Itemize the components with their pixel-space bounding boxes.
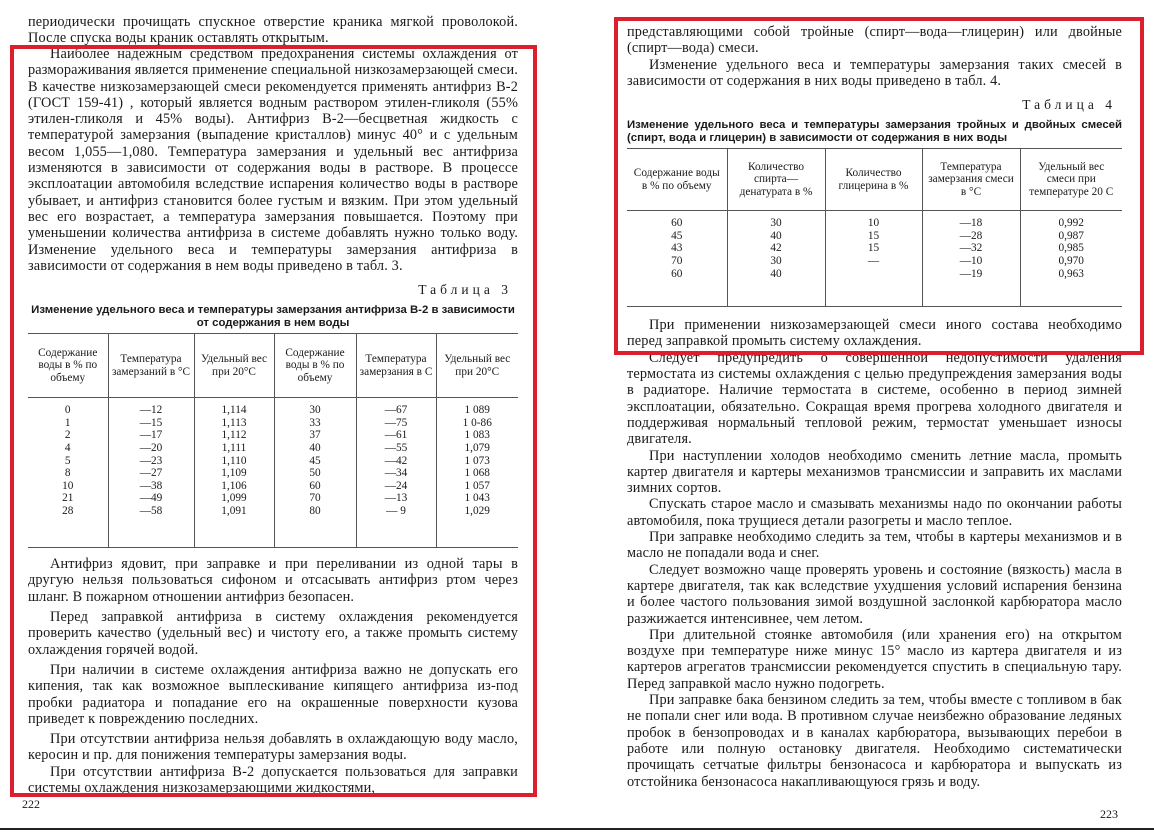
table-cell-value: 10 <box>867 217 880 230</box>
table-cell-value: 1,091 <box>221 504 247 517</box>
table-cell-value: 1,109 <box>221 467 247 480</box>
antifreeze-intro-paragraph: Наиболее надежным средством предохранения системы охлаждения от размораживания является применение специальной низкозамерзающей смеси. В качестве низкозамерзающей смеси рекомендуется применять антифриз В-2 (ГОСТ 159-41) , который является водным раствором этилен-гликоля (55% этилен-гликоля и 45% воды). Антифриз В-2—бесцветная жидкость с температурой замерзания (выпадение кристаллов) минус 40° и с удельным весом 1,055—1,080. Температура замерзания и удельный вес антифриза изменяются в зависимости от содержания воды в растворе. В процессе эксплоатации автомобиля вследствие испарения количество воды в растворе убывает, и антифриз становится более густым и вязким. При этом удельный вес его возрастает, а температура замерзания повышается. Поэтому при уменьшении количества антифриза в системе добавлять нужно только воду. Изменение удельного веса и температуры замерзания антифриза в зависимости от содержания в нем воды приведено в табл. 3. <box>28 46 518 274</box>
table-cell-value: —23 <box>139 454 163 467</box>
table-cell-value: 70 <box>309 492 321 505</box>
table-cell-value: 1,106 <box>221 479 247 492</box>
table-cell-value: 21 <box>62 492 74 505</box>
table-cell-value: 1 083 <box>464 429 490 442</box>
table-cell-value: 1 068 <box>464 467 490 480</box>
table3-header-row <box>28 334 518 398</box>
table4-title: Изменение удельного веса и температуры замерзания тройных и двойных смесей (спирт, вода и глицерин) в зависимости от содержания в них воды <box>627 119 1122 145</box>
table-cell-value: 50 <box>309 467 321 480</box>
antifreeze-check-paragraph: Перед заправкой антифриза в систему охлаждения рекомендуется проверить качество (удельный вес) и чистоту его, а также промыть систему охлаждения горячей водой. <box>28 609 518 658</box>
table-cell-value: 60 <box>671 267 683 280</box>
table-cell-value: —34 <box>384 467 408 480</box>
table4-header-cell: Удельный вес смеси при температуре 20 С <box>1020 149 1122 211</box>
table-cell-value: 30 <box>770 217 782 230</box>
table3-column <box>108 398 194 548</box>
table-cell-value: 33 <box>309 416 321 429</box>
other-mixture-paragraph: При применении низкозамерзающей смеси иного состава необходимо перед заправкой промыть систему охлаждения. <box>627 317 1122 350</box>
table3 <box>28 333 518 548</box>
table-cell-value: 8 <box>64 467 71 480</box>
page-bottom-rule <box>0 828 1154 830</box>
fuel-refill-paragraph: При заправке бака бензином следить за тем, чтобы вместе с топливом в бак не попали снег или вода. В противном случае неизбежно образование ледяных пробок в бензопроводах и в каналах карбюратора, вызывающих перебои в работе или полную остановку двигателя. Необходимо систематически прочищать сетчатые фильтры бензонасоса и карбюратора и выпускать из отстойника бензонасоса накапливающуюся грязь и воду. <box>627 692 1122 790</box>
table-cell-value: —27 <box>139 467 163 480</box>
table-cell-value: 1 089 <box>464 404 490 417</box>
table3-column <box>194 398 274 548</box>
table-cell-value: —58 <box>139 504 163 517</box>
table-cell-value: —55 <box>384 441 408 454</box>
table-cell-value: —13 <box>384 492 408 505</box>
carryover-paragraph: периодически прочищать спускное отверстие краника мягкой проволокой. После спуска воды краник оставлять открытым. <box>28 14 518 47</box>
table-cell-value: 45 <box>671 229 683 242</box>
table-cell-value: 1,113 <box>221 416 247 429</box>
table-cell-value: —17 <box>139 429 163 442</box>
table-cell-value: 4 <box>64 441 71 454</box>
mixtures-continuation-paragraph: представляющими собой тройные (спирт—вода—глицерин) или двойные (спирт—вода) смеси. <box>627 24 1122 57</box>
table-cell-value: 43 <box>671 242 683 255</box>
table-cell-value: 1 <box>64 416 71 429</box>
table-cell-value: 80 <box>309 504 321 517</box>
table3-header-cell: Температура замерзания в С <box>356 334 436 398</box>
table-cell-value: 15 <box>867 242 880 255</box>
table3-column <box>436 398 518 548</box>
table4-column <box>627 211 727 307</box>
table4-column <box>727 211 825 307</box>
table-cell-value: 0,963 <box>1058 267 1084 280</box>
table4-column <box>825 211 922 307</box>
page-number-right: 223 <box>1100 807 1118 821</box>
left-carryover-block <box>28 14 518 47</box>
table3-header-cell: Содержание воды в % по объему <box>274 334 356 398</box>
table-cell-value: 40 <box>770 229 782 242</box>
left-page <box>0 0 548 834</box>
table3-column <box>356 398 436 548</box>
antifreeze-poison-paragraph: Антифриз ядовит, при заправке и при переливании из одной тары в другую нельзя пользоваться сифоном и отсасывать антифриз ртом через шланг. В пожарном отношении антифриз безопасен. <box>28 556 518 605</box>
table-cell-value: — 9 <box>386 504 406 517</box>
table-cell-value: 1,110 <box>221 454 247 467</box>
long-parking-paragraph: При длительной стоянке автомобиля (или хранения его) на открытом воздухе при температуре ниже минус 15° масло из картера двигателя и из картеров агрегатов трансмиссии рекомендуется спустить в специальную тару. Перед заправкой масло нужно подогреть. <box>627 626 1122 692</box>
table3-header-cell: Содержание воды в % по объему <box>28 334 108 398</box>
winter-oil-paragraph: При наступлении холодов необходимо сменить летние масла, промыть картер двигателя и картеры механизмов трансмиссии и заправить их маслами зимних сортов. <box>627 447 1122 497</box>
table-cell-value: 1 0-86 <box>462 416 492 429</box>
table-cell-value: 1,079 <box>464 441 490 454</box>
table4-header-cell: Количество глицерина в % <box>825 149 922 211</box>
right-text-column <box>627 24 1122 790</box>
table-cell-value: —61 <box>384 429 408 442</box>
table4-number: Таблица 4 <box>1022 97 1116 113</box>
table-cell-value: —75 <box>384 416 408 429</box>
table-cell-value: —15 <box>139 416 163 429</box>
table-cell-value: 30 <box>309 404 321 417</box>
table3-header-cell: Удельный вес при 20°С <box>194 334 274 398</box>
table-cell-value: —28 <box>959 229 983 242</box>
table3-header-cell: Температура замерзаний в °С <box>108 334 194 398</box>
table-cell-value: 0,985 <box>1058 242 1084 255</box>
table-cell-value: 1,112 <box>221 429 247 442</box>
table3-number: Таблица 3 <box>418 282 512 298</box>
table-cell-value <box>829 268 919 281</box>
table-cell-value: 0,970 <box>1058 254 1084 267</box>
table-cell-value: 1 043 <box>464 492 490 505</box>
drain-oil-paragraph: Спускать старое масло и смазывать механизмы надо по окончании работы автомобиля, пока трущиеся детали разогреты и масло теплое. <box>627 496 1122 529</box>
thermostat-paragraph: Следует предупредить о совершенной недопустимости удаления термостата из системы охлаждения с целью предупреждения замерзания воды в радиаторе. Наличие термостата в системе, особенно в период зимней эксплоатации, обязательно. Сокращая время прогрева холодного двигателя и поддерживая нормальный тепловой режим, термостат уменьшает износы двигателя. <box>627 349 1122 448</box>
table-cell-value: 40 <box>770 267 782 280</box>
table3-column <box>28 398 108 548</box>
table-cell-value: —10 <box>959 254 983 267</box>
table-cell-value: —12 <box>139 404 163 417</box>
table-cell-value: — <box>867 254 880 267</box>
table4-header-cell: Количество спирта— денатурата в % <box>727 149 825 211</box>
table4-header-cell: Температура замерзания смеси в °С <box>922 149 1020 211</box>
table-cell-value: 42 <box>770 242 782 255</box>
antifreeze-boiling-paragraph: При наличии в системе охлаждения антифриза важно не допускать его кипения, так как возможное выплескивание кипящего антифриза из-под пробки радиатора и попадание его на окрашенные поверхности кузова приведет к повреждению последних. <box>28 661 518 727</box>
table-cell-value: —24 <box>384 479 408 492</box>
table3-header-cell: Удельный вес при 20°С <box>436 334 518 398</box>
table-cell-value: 1,114 <box>221 404 247 417</box>
table-cell-value: 0 <box>64 404 71 417</box>
table-cell-value: 28 <box>62 504 74 517</box>
table-cell-value: 0,992 <box>1058 217 1084 230</box>
table3-column <box>274 398 356 548</box>
right-page <box>600 0 1148 834</box>
table-cell-value: 10 <box>62 479 74 492</box>
table4-column <box>922 211 1020 307</box>
table-cell-value: —19 <box>959 267 983 280</box>
left-highlighted-block <box>28 46 518 796</box>
table-cell-value: 60 <box>671 217 683 230</box>
table-cell-value: 70 <box>671 254 683 267</box>
mixtures-table-intro-paragraph: Изменение удельного веса и температуры замерзания таких смесей в зависимости от содержания в них воды приведено в табл. 4. <box>627 56 1122 89</box>
table-cell-value: —20 <box>139 441 163 454</box>
antifreeze-absent-paragraph: При отсутствии антифриза нельзя добавлять в охлаждающую воду масло, керосин и пр. для понижения температуры замерзания воды. <box>28 731 518 764</box>
table-cell-value: —67 <box>384 404 408 417</box>
table4-column <box>1020 211 1122 307</box>
table-cell-value: 1,099 <box>221 492 247 505</box>
table-cell-value: 1,029 <box>464 504 490 517</box>
table-cell-value: —18 <box>959 217 983 230</box>
table4-header-cell: Содержание воды в % по объему <box>627 149 727 211</box>
table-cell-value: 60 <box>309 479 321 492</box>
table-cell-value: 0,987 <box>1058 229 1084 242</box>
table4-data-row <box>627 211 1122 307</box>
table-cell-value: 37 <box>309 429 321 442</box>
table-cell-value: 40 <box>309 441 321 454</box>
refill-care-paragraph: При заправке необходимо следить за тем, чтобы в картеры механизмов и в масло не попадали вода и снег. <box>627 529 1122 562</box>
table-cell-value: 5 <box>64 454 71 467</box>
table-cell-value: 1 073 <box>464 454 490 467</box>
table3-title: Изменение удельного веса и температуры замерзания антифриза В-2 в зависимости от содержания в нем воды <box>31 304 515 330</box>
table-cell-value: —32 <box>959 242 983 255</box>
table-cell-value: —49 <box>139 492 163 505</box>
table3-data-row <box>28 398 518 548</box>
table-cell-value: 30 <box>770 254 782 267</box>
table-cell-value: 2 <box>64 429 71 442</box>
oil-check-paragraph: Следует возможно чаще проверять уровень и состояние (вязкость) масла в картере двигателя, так как вследствие ухудшения условий испарения бензина и более частого пользования зимой воздушной заслонкой карбюратора масло разжижается интенсивнее, чем летом. <box>627 561 1122 627</box>
table4 <box>627 148 1122 307</box>
table-cell-value: —42 <box>384 454 408 467</box>
table4-header-row <box>627 149 1122 211</box>
table-cell-value: 15 <box>867 229 880 242</box>
table-cell-value: —38 <box>139 479 163 492</box>
table-cell-value: 1,111 <box>221 441 247 454</box>
table-cell-value: 45 <box>309 454 321 467</box>
page-number-left: 222 <box>22 797 40 811</box>
antifreeze-alternative-paragraph: При отсутствии антифриза В-2 допускается пользоваться для заправки системы охлаждения низкозамерзающими жидкостями, <box>28 763 518 797</box>
table-cell-value: 1 057 <box>464 479 490 492</box>
